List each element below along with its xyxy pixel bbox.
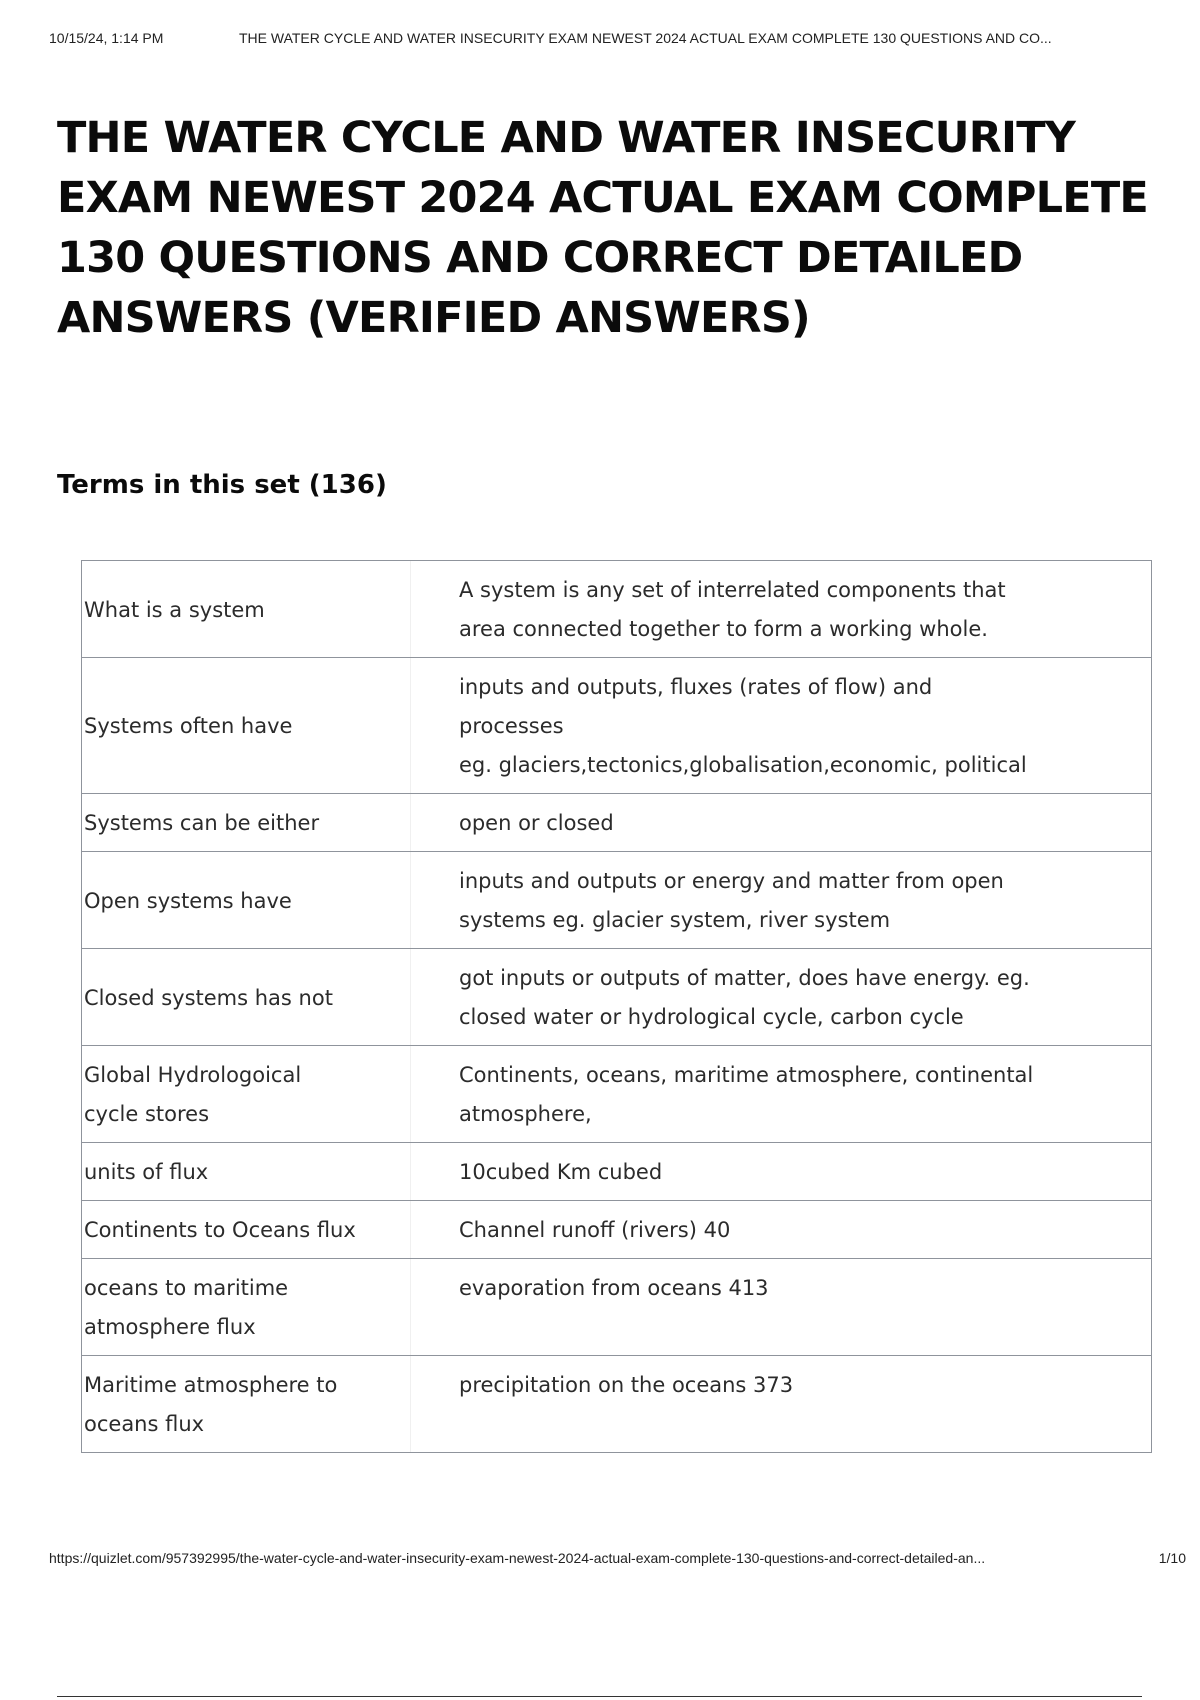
page-divider	[57, 1696, 1142, 1697]
term-cell: Global Hydrologoical cycle stores	[82, 1046, 411, 1143]
terms-table	[81, 560, 1152, 1453]
definition-cell: Continents, oceans, maritime atmosphere, continental atmosphere,	[411, 1046, 1152, 1143]
table-row	[82, 561, 1152, 658]
table-row	[82, 852, 1152, 949]
table-row	[82, 1046, 1152, 1143]
table-row	[82, 949, 1152, 1046]
term-cell: Systems can be either	[82, 794, 411, 852]
term-cell: Open systems have	[82, 852, 411, 949]
definition-cell: open or closed	[411, 794, 1152, 852]
term-cell: Maritime atmosphere to oceans flux	[82, 1356, 411, 1453]
definition-cell: inputs and outputs, fluxes (rates of flow) and processes eg. glaciers,tectonics,globalisation,economic, political	[411, 658, 1152, 794]
table-row	[82, 1259, 1152, 1356]
definition-cell: Channel runoff (rivers) 40	[411, 1201, 1152, 1259]
page-title: THE WATER CYCLE AND WATER INSECURITY EXAM NEWEST 2024 ACTUAL EXAM COMPLETE 130 QUESTIONS AND CORRECT DETAILED ANSWERS (VERIFIED ANSWERS)	[57, 113, 1148, 343]
table-row	[82, 658, 1152, 794]
print-header	[49, 30, 1180, 50]
page-number: 1/10	[1158, 1550, 1186, 1566]
page-url: https://quizlet.com/957392995/the-water-cycle-and-water-insecurity-exam-newest-2024-actual-exam-complete-130-questions-and-correct-detailed-an...	[49, 1550, 986, 1566]
print-date: 10/15/24, 1:14 PM	[49, 30, 164, 46]
term-cell: What is a system	[82, 561, 411, 658]
term-cell: oceans to maritime atmosphere flux	[82, 1259, 411, 1356]
print-footer	[49, 1550, 1186, 1570]
definition-cell: 10cubed Km cubed	[411, 1143, 1152, 1201]
term-cell: Closed systems has not	[82, 949, 411, 1046]
term-cell: units of flux	[82, 1143, 411, 1201]
definition-cell: got inputs or outputs of matter, does have energy. eg. closed water or hydrological cycle, carbon cycle	[411, 949, 1152, 1046]
terms-heading: Terms in this set (136)	[57, 470, 387, 500]
definition-cell: evaporation from oceans 413	[411, 1259, 1152, 1356]
definition-cell: A system is any set of interrelated components that area connected together to form a working whole.	[411, 561, 1152, 658]
definition-cell: inputs and outputs or energy and matter from open systems eg. glacier system, river system	[411, 852, 1152, 949]
print-doc-title: THE WATER CYCLE AND WATER INSECURITY EXAM NEWEST 2024 ACTUAL EXAM COMPLETE 130 QUESTIONS AND CO...	[239, 30, 1052, 46]
term-cell: Systems often have	[82, 658, 411, 794]
table-row	[82, 1356, 1152, 1453]
table-row	[82, 1201, 1152, 1259]
table-row	[82, 794, 1152, 852]
definition-cell: precipitation on the oceans 373	[411, 1356, 1152, 1453]
table-row	[82, 1143, 1152, 1201]
term-cell: Continents to Oceans flux	[82, 1201, 411, 1259]
